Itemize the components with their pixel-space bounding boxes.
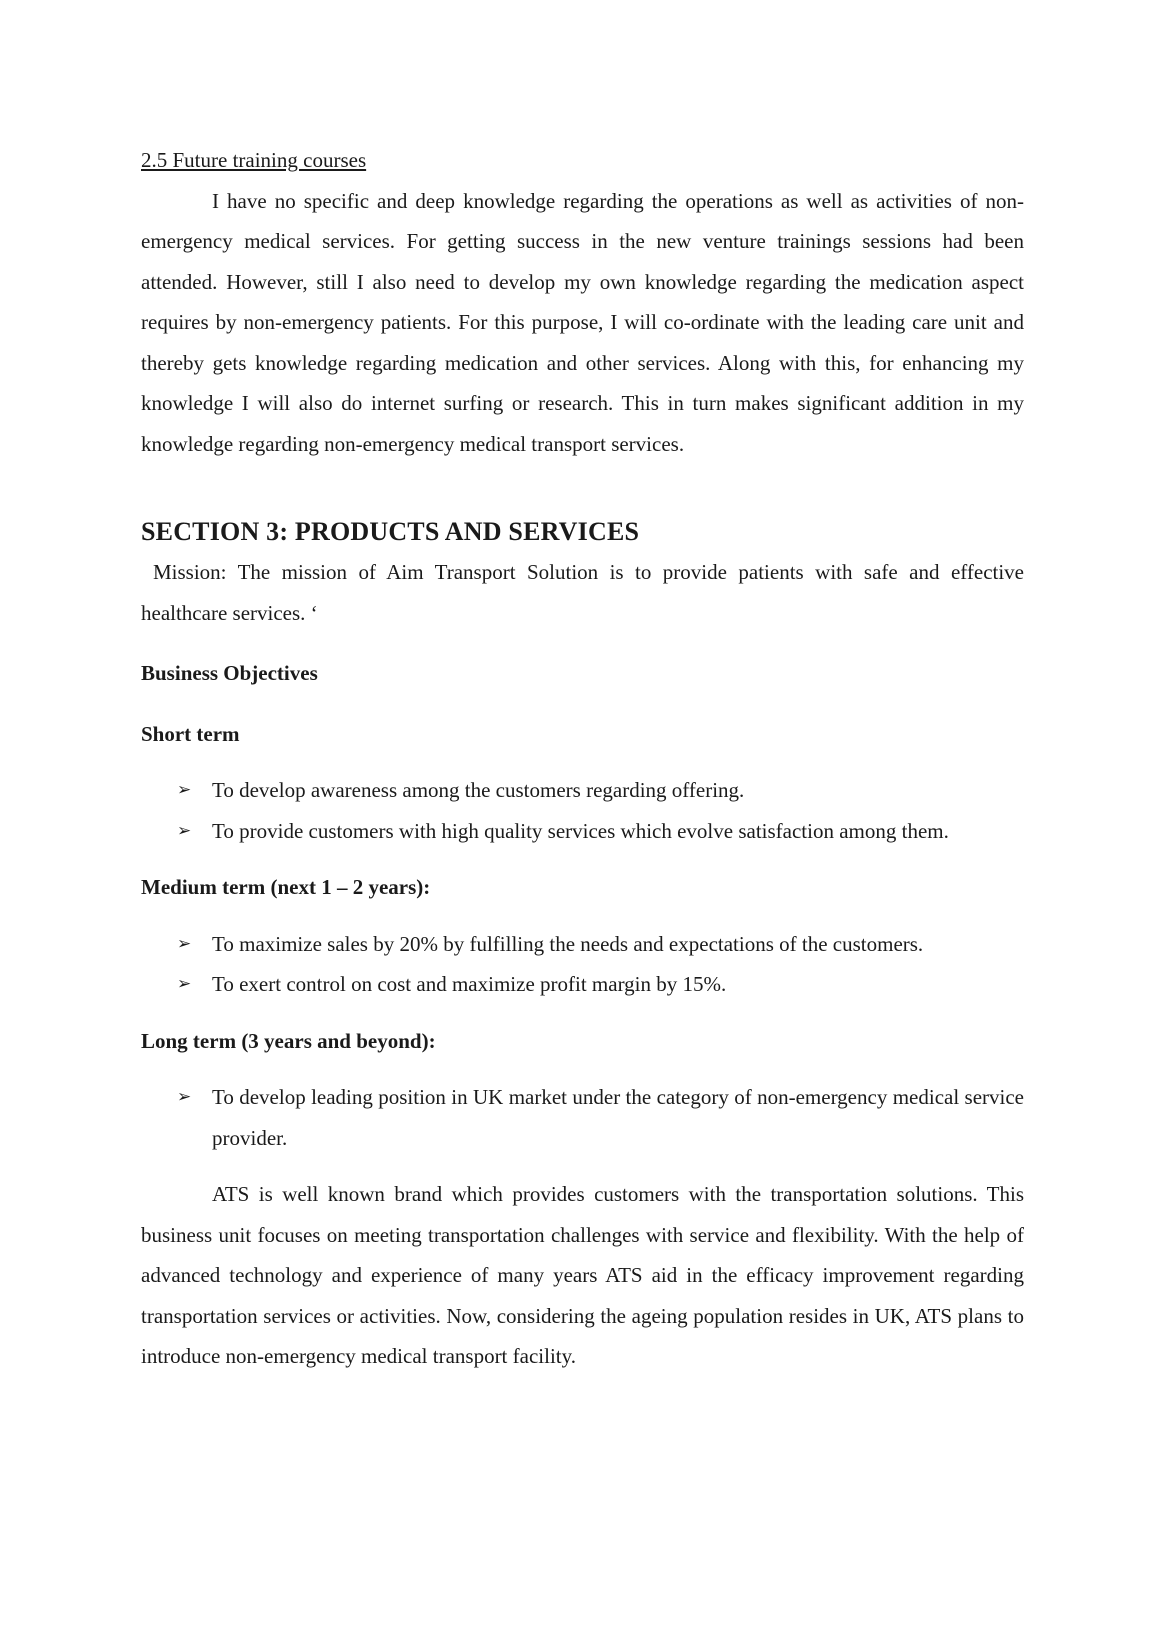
arrow-bullet-icon: ➢: [177, 780, 192, 800]
document-page: [141, 140, 1024, 1377]
closing-paragraph: ATS is well known brand which provides customers with the transportation solutions. This business unit focuses on meeting transportation challenges with service and flexibility. With the help of advanced technology and experience of many years ATS aid in the efficacy improvement regarding transportation services or activities. Now, considering the ageing population resides in UK, ATS plans to introduce non-emergency medical transport facility.: [141, 1182, 1024, 1368]
arrow-bullet-icon: ➢: [177, 974, 192, 994]
long-term-list: [141, 1077, 1024, 1158]
list-item: [141, 924, 1024, 965]
objectives-heading: Business Objectives: [141, 661, 318, 685]
short-term-list: [141, 770, 1024, 851]
arrow-bullet-icon: ➢: [177, 820, 192, 841]
list-item: [141, 811, 1024, 852]
short-term-heading: Short term: [141, 721, 240, 746]
list-item-text: To maximize sales by 20% by fulfilling the needs and expectations of the customers.: [212, 931, 924, 956]
medium-term-heading: Medium term (next 1 – 2 years):: [141, 875, 431, 899]
list-item-text: To exert control on cost and maximize profit margin by 15%.: [212, 972, 727, 996]
mission-statement: Mission: The mission of Aim Transport Solution is to provide patients with safe and effective healthcare services. ‘: [141, 560, 1024, 625]
list-item-text: To develop leading position in UK market under the category of non-emergency medical service provider.: [212, 1085, 1024, 1150]
medium-term-list: [141, 924, 1024, 1005]
list-item-text: To provide customers with high quality services which evolve satisfaction among them.: [212, 818, 949, 843]
list-item: [141, 770, 1024, 811]
list-item: [141, 1077, 1024, 1158]
training-paragraph: I have no specific and deep knowledge regarding the operations as well as activities of non-emergency medical services. For getting success in the new venture trainings sessions had been attended. However, still I also need to develop my own knowledge regarding the medication aspect requires by non-emergency patients. For this purpose, I will co-ordinate with the leading care unit and thereby gets knowledge regarding medication and other services. Along with this, for enhancing my knowledge I will also do internet surfing or research. This in turn makes significant addition in my knowledge regarding non-emergency medical transport services.: [141, 188, 1024, 456]
section-title: SECTION 3: PRODUCTS AND SERVICES: [141, 517, 640, 546]
long-term-heading: Long term (3 years and beyond):: [141, 1028, 436, 1053]
arrow-bullet-icon: ➢: [177, 933, 192, 954]
arrow-bullet-icon: ➢: [177, 1087, 192, 1107]
list-item: [141, 964, 1024, 1005]
list-item-text: To develop awareness among the customers regarding offering.: [212, 778, 745, 802]
training-heading: 2.5 Future training courses: [141, 148, 367, 172]
